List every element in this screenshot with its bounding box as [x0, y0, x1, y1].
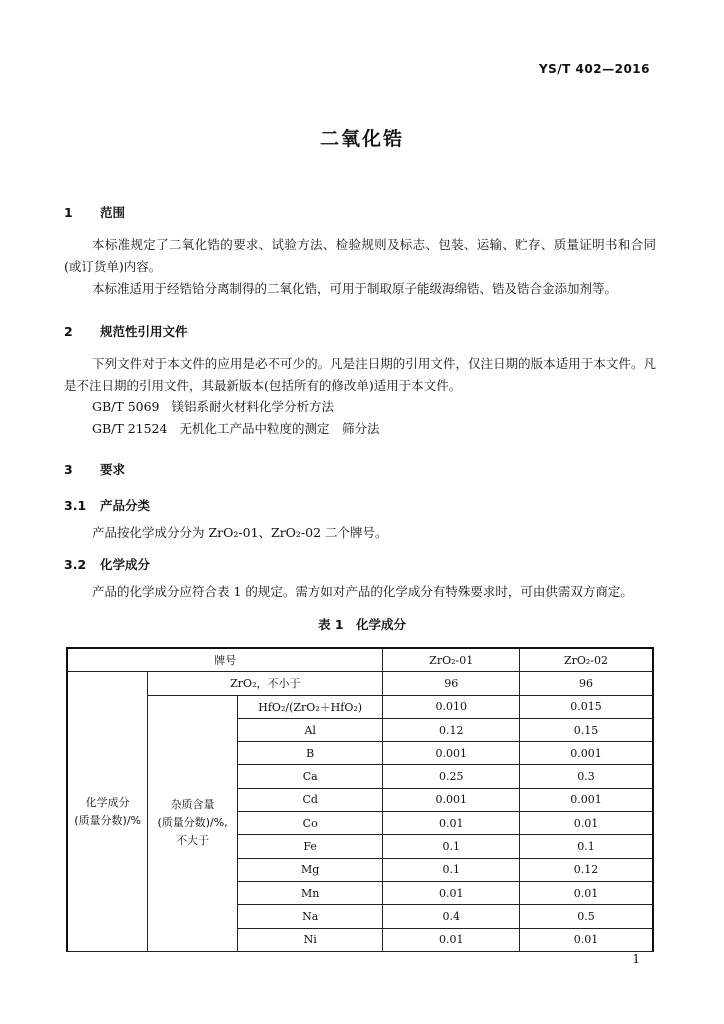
impurity-name-cell: Mn	[237, 881, 383, 904]
scope-paragraph-2: 本标准适用于经锆铪分离制得的二氧化锆，可用于制取原子能级海绵锆、锆及锆合金添加剂等。	[92, 281, 618, 296]
chemical-composition-table	[66, 647, 654, 952]
value-cell: 96	[383, 672, 520, 695]
scope-paragraph-1: 本标准规定了二氧化锆的要求、试验方法、检验规则及标志、包装、运输、贮存、质量证明书和合同(或订货单)内容。	[64, 237, 656, 274]
value-cell: 0.001	[519, 788, 653, 811]
value-cell: 0.12	[383, 718, 520, 741]
value-cell: 0.001	[383, 742, 520, 765]
section-number: 3	[64, 462, 73, 477]
value-cell: 0.01	[519, 812, 653, 835]
standard-code: YS/T 402—2016	[538, 62, 650, 76]
impurity-name-cell: Al	[237, 718, 383, 741]
group-label-line: (质量分数)/%	[74, 813, 141, 827]
section-title: 化学成分	[100, 557, 151, 572]
impurity-name-cell: HfO₂/(ZrO₂＋HfO₂)	[237, 695, 383, 718]
section-heading-3-2	[64, 555, 150, 573]
section-heading-1	[64, 203, 125, 221]
value-cell: 0.01	[383, 928, 520, 951]
table-row	[67, 695, 653, 718]
value-cell: 0.4	[383, 905, 520, 928]
impurity-name-cell: Cd	[237, 788, 383, 811]
reference-item	[92, 397, 334, 415]
section-heading-3	[64, 460, 125, 478]
classification-paragraph: 产品按化学成分分为 ZrO₂-01、ZrO₂-02 二个牌号。	[92, 525, 388, 540]
value-cell: 0.25	[383, 765, 520, 788]
impurity-label-line: (质量分数)/%,	[157, 816, 228, 830]
section-title: 规范性引用文件	[100, 324, 188, 339]
impurity-label-cell	[148, 695, 238, 951]
value-cell: 0.015	[519, 695, 653, 718]
chemical-composition-label-cell	[67, 672, 148, 952]
reference-code: GB/T 21524	[92, 421, 168, 436]
impurity-name-cell: Ca	[237, 765, 383, 788]
group-label-line: 化学成分	[85, 795, 130, 809]
section-title: 要求	[100, 462, 126, 477]
reference-item	[92, 419, 379, 437]
impurity-label-line: 杂质含量	[170, 798, 215, 812]
section-number: 2	[64, 324, 73, 339]
grade-cell: ZrO₂-01	[383, 648, 520, 672]
reference-title: 镁铝系耐火材料化学分析方法	[171, 399, 335, 414]
value-cell: 0.010	[383, 695, 520, 718]
section-number: 3.2	[64, 557, 87, 572]
grade-cell: ZrO₂-02	[519, 648, 653, 672]
value-cell: 0.5	[519, 905, 653, 928]
value-cell: 0.01	[383, 881, 520, 904]
impurity-name-cell: Mg	[237, 858, 383, 881]
table-row	[67, 672, 653, 695]
section-heading-3-1	[64, 496, 150, 514]
value-cell: 96	[519, 672, 653, 695]
value-cell: 0.1	[519, 835, 653, 858]
value-cell: 0.01	[383, 812, 520, 835]
value-cell: 0.15	[519, 718, 653, 741]
section-title: 范围	[100, 205, 126, 220]
impurity-label-line: 不大于	[176, 834, 210, 848]
table-caption: 表 1 化学成分	[317, 617, 407, 632]
zro2-label-cell: ZrO₂，不小于	[148, 672, 383, 695]
reference-title: 无机化工产品中粒度的测定 筛分法	[179, 421, 380, 436]
impurity-name-cell: B	[237, 742, 383, 765]
grade-header-cell: 牌号	[67, 648, 383, 672]
impurity-name-cell: Ni	[237, 928, 383, 951]
impurity-name-cell: Na	[237, 905, 383, 928]
value-cell: 0.3	[519, 765, 653, 788]
document-title: 二氧化锆	[319, 128, 404, 150]
value-cell: 0.1	[383, 858, 520, 881]
impurity-name-cell: Fe	[237, 835, 383, 858]
value-cell: 0.12	[519, 858, 653, 881]
section-number: 1	[64, 205, 73, 220]
chemical-composition-paragraph: 产品的化学成分应符合表 1 的规定。需方如对产品的化学成分有特殊要求时，可由供需双方商定。	[92, 584, 633, 599]
value-cell: 0.001	[519, 742, 653, 765]
section-heading-2	[64, 322, 188, 340]
references-intro-paragraph: 下列文件对于本文件的应用是必不可少的。凡是注日期的引用文件，仅注日期的版本适用于本文件。凡是不注日期的引用文件，其最新版本(包括所有的修改单)适用于本文件。	[64, 356, 656, 393]
section-number: 3.1	[64, 498, 87, 513]
value-cell: 0.001	[383, 788, 520, 811]
reference-code: GB/T 5069	[92, 399, 160, 414]
page-number: 1	[632, 952, 640, 966]
section-title: 产品分类	[100, 498, 151, 513]
value-cell: 0.1	[383, 835, 520, 858]
value-cell: 0.01	[519, 881, 653, 904]
impurity-name-cell: Co	[237, 812, 383, 835]
table-header-row	[67, 648, 653, 672]
value-cell: 0.01	[519, 928, 653, 951]
